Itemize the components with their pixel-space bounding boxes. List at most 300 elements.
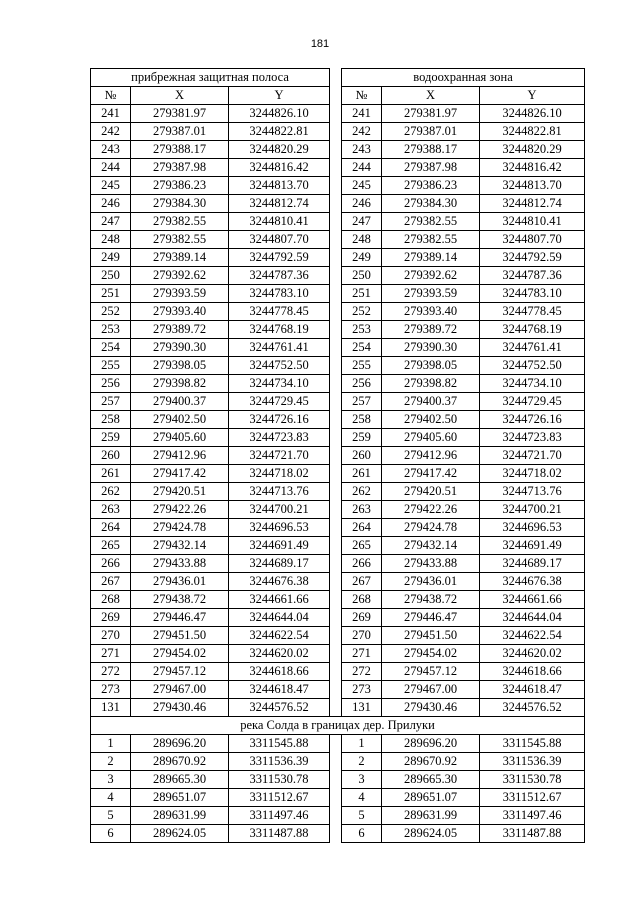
table-row (91, 555, 585, 573)
column-gap (330, 69, 342, 87)
y-coordinate-left: 3244812.74 (229, 195, 330, 213)
column-gap (330, 825, 342, 843)
left-section-title: прибрежная защитная полоса (91, 69, 330, 87)
point-number-right: 1 (342, 735, 382, 753)
x-coordinate-left: 279387.98 (131, 159, 229, 177)
x-coordinate-left: 279446.47 (131, 609, 229, 627)
point-number-right: 246 (342, 195, 382, 213)
point-number-left: 260 (91, 447, 131, 465)
y-coordinate-left: 3244618.66 (229, 663, 330, 681)
point-number-left: 251 (91, 285, 131, 303)
x-coordinate-right: 279386.23 (382, 177, 480, 195)
x-coordinate-right: 279433.88 (382, 555, 480, 573)
point-number-left: 247 (91, 213, 131, 231)
y-coordinate-right: 3244691.49 (480, 537, 585, 555)
table-row (91, 447, 585, 465)
table-row (91, 735, 585, 753)
column-gap (330, 519, 342, 537)
column-gap (330, 357, 342, 375)
point-number-left: 255 (91, 357, 131, 375)
point-number-left: 261 (91, 465, 131, 483)
point-number-right: 244 (342, 159, 382, 177)
x-coordinate-right: 279393.59 (382, 285, 480, 303)
x-coordinate-left: 279417.42 (131, 465, 229, 483)
y-coordinate-right: 3244713.76 (480, 483, 585, 501)
point-number-right: 242 (342, 123, 382, 141)
y-coordinate-right: 3244729.45 (480, 393, 585, 411)
x-coordinate-right: 279398.82 (382, 375, 480, 393)
x-coordinate-right: 279457.12 (382, 663, 480, 681)
point-number-left: 242 (91, 123, 131, 141)
x-coordinate-left: 279400.37 (131, 393, 229, 411)
y-coordinate-left: 3244813.70 (229, 177, 330, 195)
point-number-left: 273 (91, 681, 131, 699)
y-coordinate-right: 3244813.70 (480, 177, 585, 195)
column-gap (330, 663, 342, 681)
point-number-left: 267 (91, 573, 131, 591)
y-coordinate-right: 3244622.54 (480, 627, 585, 645)
right-section-title: водоохранная зона (342, 69, 585, 87)
point-number-left: 262 (91, 483, 131, 501)
column-gap (330, 339, 342, 357)
column-gap (330, 483, 342, 501)
x-coordinate-left: 279467.00 (131, 681, 229, 699)
y-coordinate-right: 3244618.47 (480, 681, 585, 699)
y-coordinate-left: 3244778.45 (229, 303, 330, 321)
column-gap (330, 393, 342, 411)
column-gap (330, 303, 342, 321)
y-coordinate-left: 3244768.19 (229, 321, 330, 339)
table-row (91, 573, 585, 591)
point-number-left: 1 (91, 735, 131, 753)
table-row (91, 231, 585, 249)
table-row (91, 195, 585, 213)
point-number-right: 2 (342, 753, 382, 771)
point-number-right: 6 (342, 825, 382, 843)
y-coordinate-left: 3244729.45 (229, 393, 330, 411)
y-coordinate-left: 3244620.02 (229, 645, 330, 663)
point-number-right: 243 (342, 141, 382, 159)
x-coordinate-left: 289670.92 (131, 753, 229, 771)
point-number-left: 241 (91, 105, 131, 123)
point-number-left: 5 (91, 807, 131, 825)
column-gap (330, 267, 342, 285)
y-coordinate-right: 3244822.81 (480, 123, 585, 141)
table-row (91, 519, 585, 537)
x-coordinate-right: 279382.55 (382, 231, 480, 249)
point-number-right: 261 (342, 465, 382, 483)
column-gap (330, 231, 342, 249)
x-coordinate-left: 279387.01 (131, 123, 229, 141)
x-coordinate-left: 279388.17 (131, 141, 229, 159)
point-number-left: 263 (91, 501, 131, 519)
page-number: 181 (310, 38, 330, 50)
header-x-left: X (131, 87, 229, 105)
table-row (91, 753, 585, 771)
point-number-right: 271 (342, 645, 382, 663)
column-gap (330, 771, 342, 789)
y-coordinate-right: 3244689.17 (480, 555, 585, 573)
point-number-right: 251 (342, 285, 382, 303)
point-number-right: 257 (342, 393, 382, 411)
table-row (91, 591, 585, 609)
column-gap (330, 123, 342, 141)
table-row (91, 213, 585, 231)
point-number-right: 262 (342, 483, 382, 501)
y-coordinate-left: 3244691.49 (229, 537, 330, 555)
y-coordinate-left: 3244787.36 (229, 267, 330, 285)
column-gap (330, 699, 342, 717)
x-coordinate-left: 279389.72 (131, 321, 229, 339)
table-title-row (91, 69, 585, 87)
y-coordinate-left: 3244713.76 (229, 483, 330, 501)
y-coordinate-left: 3244792.59 (229, 249, 330, 267)
y-coordinate-left: 3244622.54 (229, 627, 330, 645)
column-gap (330, 753, 342, 771)
column-gap (330, 645, 342, 663)
y-coordinate-right: 3244761.41 (480, 339, 585, 357)
column-gap (330, 789, 342, 807)
column-gap (330, 375, 342, 393)
table-row (91, 159, 585, 177)
y-coordinate-right: 3244620.02 (480, 645, 585, 663)
y-coordinate-left: 3244644.04 (229, 609, 330, 627)
point-number-left: 264 (91, 519, 131, 537)
coordinates-table-body (91, 69, 585, 843)
y-coordinate-left: 3311545.88 (229, 735, 330, 753)
point-number-right: 4 (342, 789, 382, 807)
x-coordinate-left: 279433.88 (131, 555, 229, 573)
x-coordinate-left: 279398.05 (131, 357, 229, 375)
y-coordinate-right: 3311530.78 (480, 771, 585, 789)
point-number-right: 250 (342, 267, 382, 285)
table-row (91, 321, 585, 339)
point-number-left: 3 (91, 771, 131, 789)
point-number-right: 265 (342, 537, 382, 555)
x-coordinate-right: 279402.50 (382, 411, 480, 429)
column-gap (330, 195, 342, 213)
x-coordinate-left: 279457.12 (131, 663, 229, 681)
point-number-right: 245 (342, 177, 382, 195)
x-coordinate-left: 289651.07 (131, 789, 229, 807)
y-coordinate-left: 3244700.21 (229, 501, 330, 519)
y-coordinate-right: 3244816.42 (480, 159, 585, 177)
point-number-right: 263 (342, 501, 382, 519)
y-coordinate-right: 3244696.53 (480, 519, 585, 537)
x-coordinate-left: 279402.50 (131, 411, 229, 429)
column-gap (330, 537, 342, 555)
table-row (91, 105, 585, 123)
point-number-left: 244 (91, 159, 131, 177)
x-coordinate-left: 279386.23 (131, 177, 229, 195)
y-coordinate-left: 3311530.78 (229, 771, 330, 789)
table-row (91, 339, 585, 357)
y-coordinate-left: 3244734.10 (229, 375, 330, 393)
x-coordinate-right: 279436.01 (382, 573, 480, 591)
y-coordinate-right: 3311536.39 (480, 753, 585, 771)
table-row (91, 825, 585, 843)
x-coordinate-left: 279436.01 (131, 573, 229, 591)
x-coordinate-right: 279467.00 (382, 681, 480, 699)
table-row (91, 807, 585, 825)
y-coordinate-left: 3244661.66 (229, 591, 330, 609)
x-coordinate-right: 279398.05 (382, 357, 480, 375)
point-number-right: 272 (342, 663, 382, 681)
table-row (91, 663, 585, 681)
y-coordinate-right: 3244661.66 (480, 591, 585, 609)
x-coordinate-right: 289696.20 (382, 735, 480, 753)
x-coordinate-right: 279417.42 (382, 465, 480, 483)
y-coordinate-right: 3244826.10 (480, 105, 585, 123)
point-number-right: 248 (342, 231, 382, 249)
x-coordinate-right: 279412.96 (382, 447, 480, 465)
point-number-left: 248 (91, 231, 131, 249)
column-gap (330, 141, 342, 159)
point-number-right: 264 (342, 519, 382, 537)
y-coordinate-left: 3311497.46 (229, 807, 330, 825)
y-coordinate-left: 3244783.10 (229, 285, 330, 303)
x-coordinate-left: 279451.50 (131, 627, 229, 645)
x-coordinate-left: 279393.59 (131, 285, 229, 303)
x-coordinate-right: 279389.72 (382, 321, 480, 339)
table-row (91, 429, 585, 447)
x-coordinate-left: 279389.14 (131, 249, 229, 267)
y-coordinate-left: 3244618.47 (229, 681, 330, 699)
column-gap (330, 573, 342, 591)
y-coordinate-right: 3244644.04 (480, 609, 585, 627)
point-number-left: 6 (91, 825, 131, 843)
point-number-right: 247 (342, 213, 382, 231)
x-coordinate-right: 279387.01 (382, 123, 480, 141)
x-coordinate-left: 279405.60 (131, 429, 229, 447)
point-number-right: 255 (342, 357, 382, 375)
point-number-left: 269 (91, 609, 131, 627)
column-gap (330, 87, 342, 105)
x-coordinate-left: 289624.05 (131, 825, 229, 843)
x-coordinate-right: 279400.37 (382, 393, 480, 411)
table-row (91, 411, 585, 429)
y-coordinate-right: 3244618.66 (480, 663, 585, 681)
column-gap (330, 447, 342, 465)
y-coordinate-left: 3311487.88 (229, 825, 330, 843)
column-gap (330, 429, 342, 447)
point-number-right: 273 (342, 681, 382, 699)
header-y-right: Y (480, 87, 585, 105)
y-coordinate-left: 3244807.70 (229, 231, 330, 249)
x-coordinate-right: 279438.72 (382, 591, 480, 609)
point-number-left: 254 (91, 339, 131, 357)
point-number-left: 258 (91, 411, 131, 429)
x-coordinate-right: 279422.26 (382, 501, 480, 519)
x-coordinate-right: 279381.97 (382, 105, 480, 123)
table-header-row (91, 87, 585, 105)
point-number-left: 270 (91, 627, 131, 645)
x-coordinate-left: 289696.20 (131, 735, 229, 753)
point-number-right: 267 (342, 573, 382, 591)
x-coordinate-right: 279393.40 (382, 303, 480, 321)
column-gap (330, 285, 342, 303)
y-coordinate-left: 3244726.16 (229, 411, 330, 429)
x-coordinate-right: 279388.17 (382, 141, 480, 159)
x-coordinate-right: 289624.05 (382, 825, 480, 843)
table-row (91, 501, 585, 519)
x-coordinate-right: 279390.30 (382, 339, 480, 357)
column-gap (330, 465, 342, 483)
point-number-right: 253 (342, 321, 382, 339)
column-gap (330, 321, 342, 339)
table-row (91, 249, 585, 267)
y-coordinate-right: 3244810.41 (480, 213, 585, 231)
column-gap (330, 159, 342, 177)
y-coordinate-right: 3244768.19 (480, 321, 585, 339)
table-row (91, 123, 585, 141)
y-coordinate-left: 3311536.39 (229, 753, 330, 771)
point-number-left: 250 (91, 267, 131, 285)
x-coordinate-right: 289631.99 (382, 807, 480, 825)
x-coordinate-left: 279390.30 (131, 339, 229, 357)
point-number-left: 252 (91, 303, 131, 321)
point-number-left: 131 (91, 699, 131, 717)
table-row (91, 699, 585, 717)
x-coordinate-left: 279432.14 (131, 537, 229, 555)
column-gap (330, 807, 342, 825)
x-coordinate-left: 279382.55 (131, 231, 229, 249)
x-coordinate-left: 279412.96 (131, 447, 229, 465)
point-number-right: 252 (342, 303, 382, 321)
x-coordinate-right: 289665.30 (382, 771, 480, 789)
point-number-left: 257 (91, 393, 131, 411)
y-coordinate-left: 3244696.53 (229, 519, 330, 537)
x-coordinate-left: 279420.51 (131, 483, 229, 501)
point-number-left: 245 (91, 177, 131, 195)
y-coordinate-right: 3244820.29 (480, 141, 585, 159)
y-coordinate-left: 3244576.52 (229, 699, 330, 717)
header-num-right: № (342, 87, 382, 105)
point-number-left: 249 (91, 249, 131, 267)
table-row (91, 357, 585, 375)
header-x-right: X (382, 87, 480, 105)
table-row (91, 393, 585, 411)
x-coordinate-right: 289651.07 (382, 789, 480, 807)
point-number-right: 259 (342, 429, 382, 447)
y-coordinate-right: 3244783.10 (480, 285, 585, 303)
y-coordinate-left: 3244721.70 (229, 447, 330, 465)
point-number-right: 254 (342, 339, 382, 357)
y-coordinate-right: 3244723.83 (480, 429, 585, 447)
y-coordinate-right: 3244700.21 (480, 501, 585, 519)
x-coordinate-left: 279424.78 (131, 519, 229, 537)
x-coordinate-right: 279392.62 (382, 267, 480, 285)
y-coordinate-right: 3244778.45 (480, 303, 585, 321)
y-coordinate-right: 3244812.74 (480, 195, 585, 213)
x-coordinate-right: 279454.02 (382, 645, 480, 663)
point-number-right: 260 (342, 447, 382, 465)
column-gap (330, 681, 342, 699)
x-coordinate-right: 279430.46 (382, 699, 480, 717)
table-row (91, 375, 585, 393)
x-coordinate-right: 279389.14 (382, 249, 480, 267)
x-coordinate-left: 289631.99 (131, 807, 229, 825)
y-coordinate-right: 3244576.52 (480, 699, 585, 717)
y-coordinate-right: 3311497.46 (480, 807, 585, 825)
table-row (91, 789, 585, 807)
x-coordinate-right: 279424.78 (382, 519, 480, 537)
table-row (91, 285, 585, 303)
y-coordinate-left: 3244689.17 (229, 555, 330, 573)
y-coordinate-left: 3244676.38 (229, 573, 330, 591)
point-number-left: 243 (91, 141, 131, 159)
column-gap (330, 555, 342, 573)
point-number-left: 266 (91, 555, 131, 573)
point-number-left: 246 (91, 195, 131, 213)
table-row (91, 681, 585, 699)
y-coordinate-right: 3244734.10 (480, 375, 585, 393)
x-coordinate-left: 279422.26 (131, 501, 229, 519)
point-number-right: 3 (342, 771, 382, 789)
y-coordinate-right: 3244721.70 (480, 447, 585, 465)
y-coordinate-right: 3244676.38 (480, 573, 585, 591)
table-row (91, 771, 585, 789)
column-gap (330, 249, 342, 267)
table-row (91, 141, 585, 159)
point-number-right: 256 (342, 375, 382, 393)
point-number-right: 269 (342, 609, 382, 627)
column-gap (330, 591, 342, 609)
point-number-right: 241 (342, 105, 382, 123)
y-coordinate-right: 3311487.88 (480, 825, 585, 843)
x-coordinate-left: 279381.97 (131, 105, 229, 123)
x-coordinate-right: 279451.50 (382, 627, 480, 645)
x-coordinate-right: 279405.60 (382, 429, 480, 447)
y-coordinate-left: 3244718.02 (229, 465, 330, 483)
point-number-right: 258 (342, 411, 382, 429)
point-number-right: 270 (342, 627, 382, 645)
point-number-right: 5 (342, 807, 382, 825)
x-coordinate-left: 279430.46 (131, 699, 229, 717)
point-number-left: 272 (91, 663, 131, 681)
x-coordinate-left: 279454.02 (131, 645, 229, 663)
table-row (91, 627, 585, 645)
x-coordinate-right: 279387.98 (382, 159, 480, 177)
x-coordinate-right: 279384.30 (382, 195, 480, 213)
point-number-right: 131 (342, 699, 382, 717)
x-coordinate-left: 289665.30 (131, 771, 229, 789)
y-coordinate-right: 3244726.16 (480, 411, 585, 429)
y-coordinate-left: 3244752.50 (229, 357, 330, 375)
x-coordinate-left: 279438.72 (131, 591, 229, 609)
column-gap (330, 213, 342, 231)
y-coordinate-right: 3244752.50 (480, 357, 585, 375)
x-coordinate-left: 279384.30 (131, 195, 229, 213)
x-coordinate-left: 279398.82 (131, 375, 229, 393)
y-coordinate-right: 3244787.36 (480, 267, 585, 285)
river-section-title-row (91, 717, 585, 735)
x-coordinate-right: 279382.55 (382, 213, 480, 231)
point-number-left: 268 (91, 591, 131, 609)
x-coordinate-left: 279392.62 (131, 267, 229, 285)
table-row (91, 465, 585, 483)
table-row (91, 609, 585, 627)
table-row (91, 645, 585, 663)
x-coordinate-right: 279432.14 (382, 537, 480, 555)
y-coordinate-left: 3311512.67 (229, 789, 330, 807)
column-gap (330, 105, 342, 123)
y-coordinate-right: 3244807.70 (480, 231, 585, 249)
column-gap (330, 177, 342, 195)
river-section-title: река Солда в границах дер. Прилуки (91, 717, 585, 735)
x-coordinate-left: 279382.55 (131, 213, 229, 231)
y-coordinate-left: 3244723.83 (229, 429, 330, 447)
